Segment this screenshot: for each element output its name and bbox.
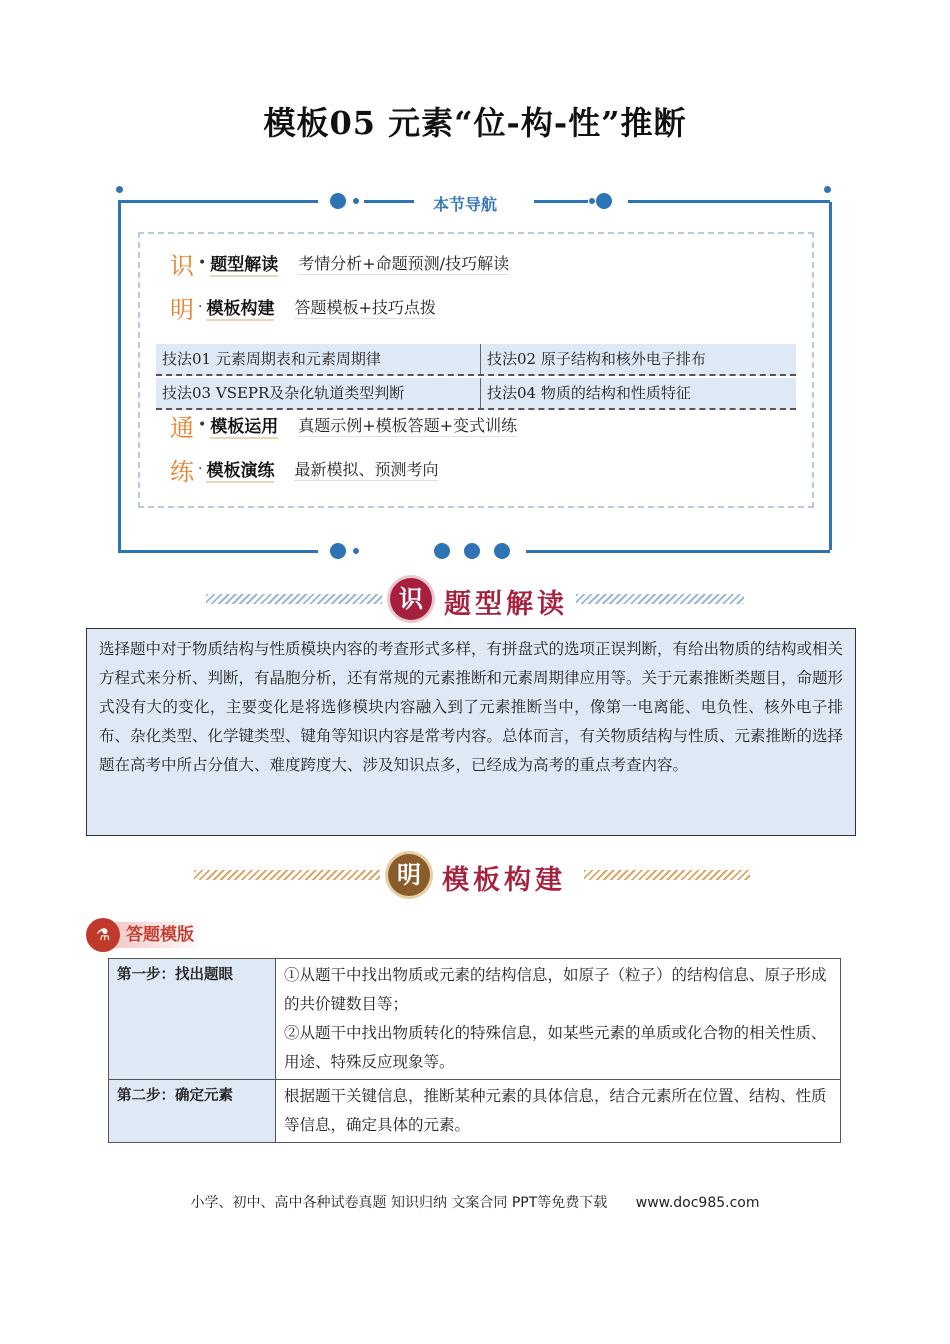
deco-dot	[434, 543, 450, 559]
nav-bullet: •	[198, 255, 207, 271]
technique-link[interactable]: 技法03 VSEPR及杂化轨道类型判断	[156, 378, 481, 408]
nav-inner-box	[138, 232, 814, 508]
deco-dot	[464, 543, 480, 559]
nav-desc: 答题模板+技巧点拨	[294, 295, 435, 319]
deco-dot	[353, 548, 359, 554]
nav-label: 模板构建	[206, 294, 274, 321]
table-row	[109, 1080, 841, 1143]
nav-top-line-mid-left	[364, 200, 414, 203]
nav-top-line-right	[628, 200, 830, 203]
nav-item-template[interactable]	[170, 292, 436, 322]
deco-dot	[596, 193, 612, 209]
deco-dot	[589, 198, 595, 204]
section-badge: 识	[390, 578, 432, 620]
section-header-analysis	[200, 578, 750, 622]
page-title: 模板05 元素“位-构-性”推断	[263, 104, 687, 142]
section-title: 题型解读	[444, 589, 568, 620]
nav-char: 明	[170, 295, 194, 324]
flask-icon: ⚗	[86, 918, 120, 952]
nav-top-line-left	[118, 200, 318, 203]
analysis-text-box: 选择题中对于物质结构与性质模块内容的考查形式多样，有拼盘式的选项正误判断，有给出物质的结构或相关方程式来分析、判断，有晶胞分析，还有常规的元素推断和元素周期律应用等。关于元素推断类题目，命题形式没有大的变化，主要变化是将选修模块内容融入到了元素推断当中，像第一电离能、电负性、核外电子排布、杂化类型、化学键类型、键角等知识内容是常考内容。总体而言，有关物质结构与性质、元素推断的选择题在高考中所占分值大、难度跨度大、涉及知识点多，已经成为高考的重点考查内容。	[86, 628, 856, 836]
corner-dot	[116, 186, 123, 193]
nav-bottom-line-left	[118, 550, 318, 553]
header-stripe	[206, 594, 382, 604]
nav-label: 题型解读	[210, 250, 278, 277]
header-stripe	[584, 870, 750, 880]
technique-link[interactable]: 技法04 物质的结构和性质特征	[487, 384, 691, 402]
nav-label: 模板运用	[210, 412, 278, 439]
section-navigation-panel	[118, 190, 830, 552]
header-stripe	[576, 594, 744, 604]
deco-dot	[330, 193, 346, 209]
footer-text: 小学、初中、高中各种试卷真题 知识归纳 文案合同 PPT等免费下载	[190, 1195, 608, 1211]
nav-bullet: ·	[198, 299, 203, 315]
nav-bottom-line-right	[526, 550, 830, 553]
corner-dot	[824, 186, 831, 193]
steps-table	[108, 958, 841, 1143]
table-row	[109, 959, 841, 1080]
deco-dot	[494, 543, 510, 559]
nav-bullet: ·	[198, 461, 203, 477]
nav-label: 模板演练	[206, 456, 274, 483]
deco-dot	[353, 198, 359, 204]
nav-char: 练	[170, 457, 194, 486]
step-line: 根据题干关键信息，推断某种元素的具体信息，结合元素所在位置、结构、性质等信息，确定具体的元素。	[284, 1087, 827, 1134]
step-line: ①从题干中找出物质或元素的结构信息，如原子（粒子）的结构信息、原子形成的共价键数目等；	[284, 966, 827, 1013]
nav-item-application[interactable]	[170, 410, 517, 440]
page-footer	[0, 1192, 950, 1212]
step-content	[276, 1080, 841, 1143]
step-line: ②从题干中找出物质转化的特殊信息，如某些元素的单质或化合物的相关性质、用途、特殊反应现象等。	[284, 1024, 827, 1071]
nav-item-practice[interactable]	[170, 454, 438, 484]
step-label: 第一步：找出题眼	[109, 959, 276, 1080]
nav-desc: 考情分析+命题预测/技巧解读	[298, 251, 509, 275]
section-header-template	[200, 854, 750, 898]
section-badge: 明	[388, 854, 430, 896]
footer-url-link[interactable]: www.doc985.com	[635, 1195, 760, 1211]
header-stripe	[194, 870, 380, 880]
technique-row	[156, 378, 796, 410]
technique-link[interactable]: 技法02 原子结构和核外电子排布	[487, 350, 706, 368]
technique-link[interactable]: 技法01 元素周期表和元素周期律	[156, 344, 481, 374]
nav-desc: 最新模拟、预测考向	[294, 457, 438, 481]
nav-top-line-mid-right	[534, 200, 588, 203]
nav-bullet: •	[198, 417, 207, 433]
step-label: 第二步：确定元素	[109, 1080, 276, 1143]
nav-char: 识	[170, 251, 194, 280]
tag-label: 答题模版	[114, 922, 206, 948]
answer-template-tag	[86, 918, 226, 952]
step-content	[276, 959, 841, 1080]
nav-caption: 本节导航	[432, 195, 497, 214]
section-title: 模板构建	[442, 865, 566, 896]
deco-dot	[330, 543, 346, 559]
nav-desc: 真题示例+模板答题+变式训练	[298, 413, 517, 437]
nav-item-analysis[interactable]	[170, 248, 509, 278]
nav-char: 通	[170, 413, 194, 442]
technique-table	[156, 344, 796, 410]
technique-row	[156, 344, 796, 376]
